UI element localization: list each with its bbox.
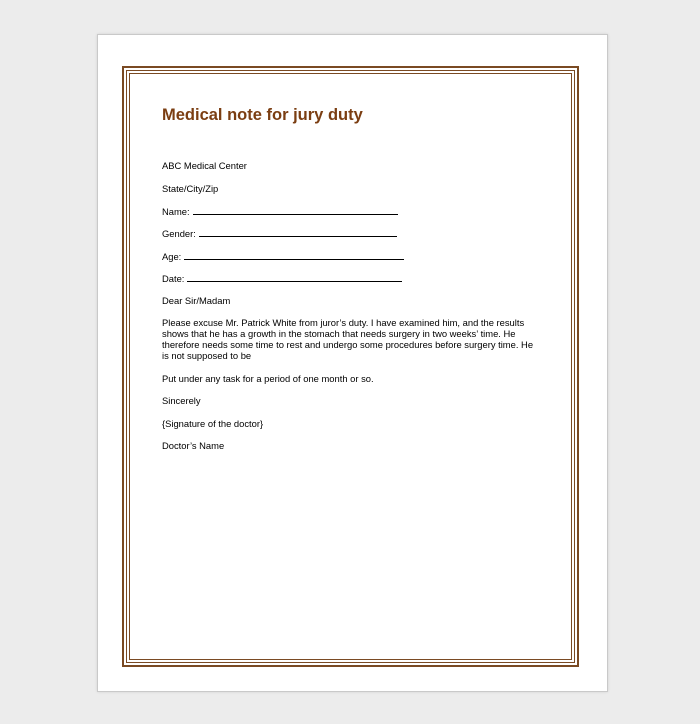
date-label: Date:	[162, 273, 185, 284]
age-label: Age:	[162, 251, 182, 262]
age-input-line[interactable]	[184, 250, 404, 260]
salutation: Dear Sir/Madam	[162, 295, 231, 306]
doctor-name: Doctor’s Name	[162, 440, 225, 451]
closing: Sincerely	[162, 395, 201, 406]
age-field	[162, 250, 404, 262]
date-field	[162, 272, 402, 284]
name-label: Name:	[162, 206, 190, 217]
name-input-line[interactable]	[193, 205, 398, 215]
document-title: Medical note for jury duty	[162, 106, 363, 124]
body-paragraph-2: Put under any task for a period of one month or so.	[162, 373, 374, 384]
date-input-line[interactable]	[187, 272, 402, 282]
medical-center-name: ABC Medical Center	[162, 160, 247, 171]
name-field	[162, 205, 398, 217]
address-line: State/City/Zip	[162, 183, 219, 194]
decorative-border-mid	[126, 70, 575, 663]
gender-label: Gender:	[162, 228, 196, 239]
gender-input-line[interactable]	[199, 227, 397, 237]
document-page	[97, 34, 608, 692]
signature-placeholder: {Signature of the doctor}	[162, 418, 264, 429]
body-paragraph: Please excuse Mr. Patrick White from juror’s duty. I have examined him, and the results shows that he has a growth in the stomach that needs surgery in two weeks’ time. He therefore needs some time to rest and undergo some procedures before surgery time. He is not supposed to be	[162, 317, 534, 361]
gender-field	[162, 227, 397, 239]
decorative-border	[122, 66, 579, 667]
